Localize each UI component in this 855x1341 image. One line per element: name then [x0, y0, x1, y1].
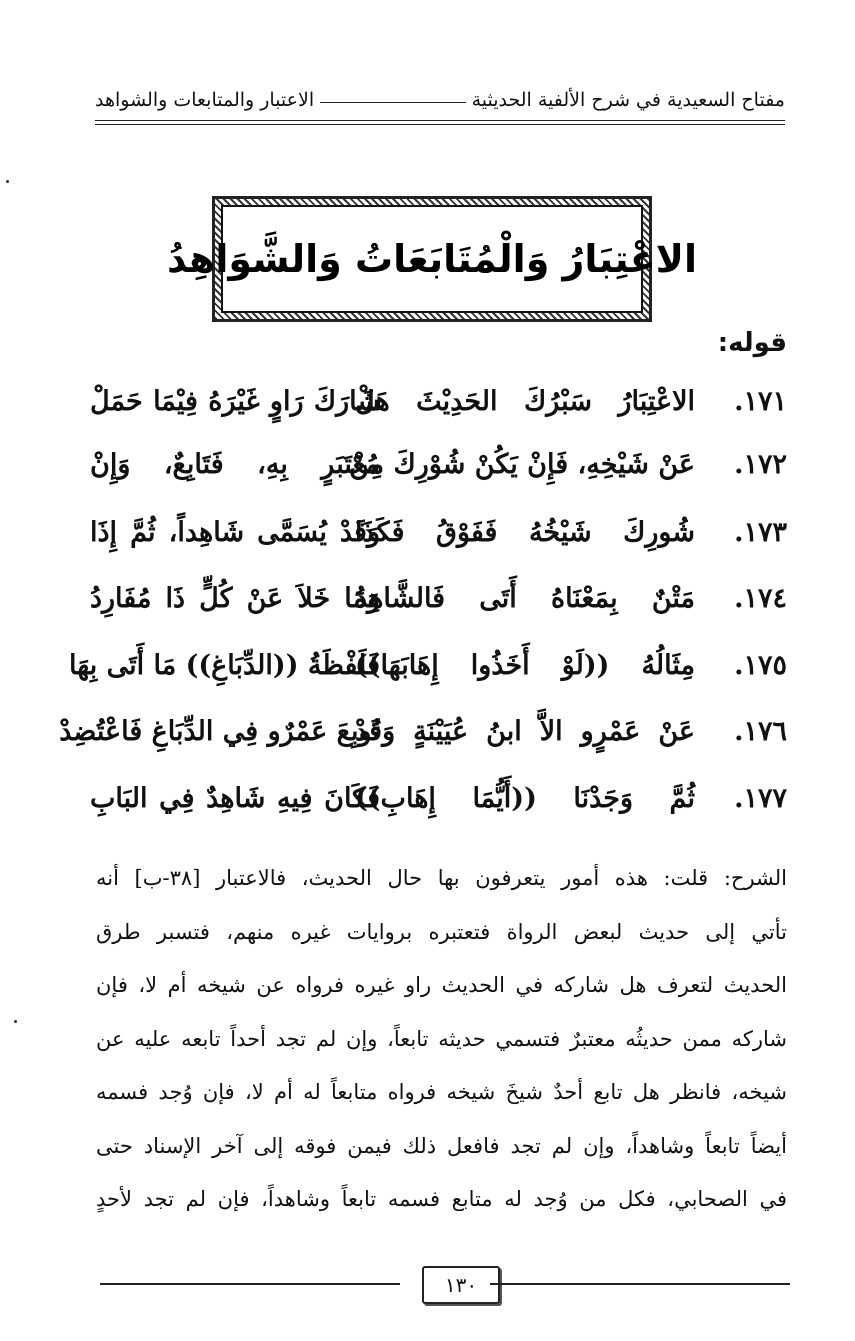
footer-rule-right	[490, 1283, 790, 1285]
page-number: ١٣٠	[422, 1266, 500, 1304]
verse-first-hemistich: عَنْ شَيْخِهِ، فَإِنْ يَكُنْ شُوْرِكَ مِنْ	[349, 449, 695, 480]
commentary-line: شاركه ممن حديثُه معتبرٌ فتسمي حديثه تابعاً، وإن لم تجد أحداً تابعه عليه عن	[96, 1026, 787, 1051]
chapter-title: الاعْتِبَارُ وَالْمُتَابَعَاتُ وَالشَّوَاهِدُ	[167, 237, 697, 281]
verse-second-hemistich: فَلَفْظَةُ ((الدِّبَاغِ)) مَا أَتَى بِهَا	[69, 650, 380, 681]
scan-speck	[6, 180, 9, 183]
chapter-title-frame	[167, 196, 697, 322]
header-chapter-title: الاعتبار والمتابعات والشواهد	[95, 89, 315, 111]
header-rule	[95, 120, 785, 125]
verse-second-hemistich: مُعْتَبَرٍ بِهِ، فَتَابِعٌ، وَإِنْ	[90, 449, 380, 480]
verse-line	[90, 777, 787, 827]
chapter-title-box	[167, 205, 697, 313]
header-divider	[320, 102, 465, 103]
commentary-line: شيخه، فانظر هل تابع أحدٌ شيخَ شيخه فرواه متابعاً له أم لا، فإن وُجد فسمه	[96, 1080, 787, 1104]
intro-label: قوله:	[717, 328, 787, 358]
verse-first-hemistich: ثُمَّ وَجَدْنَا ((أَيُّمَا إِهَابِ))	[355, 783, 695, 814]
verse-line	[69, 644, 787, 694]
verse-line	[90, 577, 787, 627]
verse-line	[59, 710, 787, 760]
verse-number: ١٧٧.	[734, 783, 787, 814]
verse-number: ١٧٣.	[734, 517, 787, 548]
commentary-line: أيضاً تابعاً وشاهداً، وإن لم تجد فافعل ذلك فيمن فوقه إلى آخر الإسناد حتى	[96, 1133, 787, 1158]
verse-number: ١٧٦.	[734, 716, 787, 747]
scan-speck	[14, 1020, 17, 1023]
verse-first-hemistich: عَنْ عَمْرٍو الاَّ ابنُ عُيَيْنَةٍ وَقَدْ	[355, 716, 695, 747]
verse-second-hemistich: وَمَا خَلاَ عَنْ كُلٍّ ذَا مُفَارِدُ	[90, 583, 380, 614]
verse-second-hemistich: شَارَكَ رَاوٍ غَيْرَهُ فِيْمَا حَمَلْ	[90, 386, 380, 417]
verse-number: ١٧٥.	[734, 650, 787, 681]
commentary-line: الشرح: قلت: هذه أمور يتعرفون بها حال الحديث، فالاعتبار [٣٨-ب] أنه	[96, 866, 788, 890]
page-footer	[100, 1262, 790, 1306]
verse-second-hemistich: وَقَدْ يُسَمَّى شَاهِداً، ثُمَّ إِذَا	[90, 517, 380, 548]
running-header	[95, 86, 785, 114]
verse-first-hemistich: مِثَالُهُ ((لَوْ أَخَذُوا إِهَابَهَا))	[355, 650, 695, 681]
verse-line	[90, 443, 787, 493]
commentary-line: الحديث لتعرف هل شاركه في الحديث راو غيره فرواه عن شيخه أم لا، فإن	[96, 973, 787, 997]
commentary-line: تأتي إلى حديث لبعض الرواة فتعتبره بروايات غيره منهم، فتسبر طرق	[96, 919, 787, 944]
verse-first-hemistich: شُورِكَ شَيْخُهُ فَفَوْقُ فَكَذَا	[355, 517, 695, 548]
verse-line	[90, 511, 787, 561]
verse-first-hemistich: الاعْتِبَارُ سَبْرُكَ الحَدِيْثَ هَلْ	[355, 386, 695, 417]
commentary-body	[96, 852, 787, 1227]
header-book-title: مفتاح السعيدية في شرح الألفية الحديثية	[471, 89, 785, 111]
verse-second-hemistich: فَكَانَ فِيهِ شَاهِدٌ فِي البَابِ	[90, 783, 380, 814]
footer-rule-left	[100, 1283, 400, 1285]
commentary-line: في الصحابي، فكل من وُجد له متابع فسمه تابعاً وشاهداً، فإن لم تجد لأحدٍ	[96, 1187, 787, 1211]
verse-first-hemistich: مَتْنٌ بِمَعْنَاهُ أَتَى فَالشَّاهِدُ	[355, 583, 695, 614]
verse-line	[90, 380, 787, 430]
verse-number: ١٧٢.	[734, 449, 787, 480]
verse-number: ١٧١.	[734, 386, 787, 417]
verse-number: ١٧٤.	[734, 583, 787, 614]
verse-second-hemistich: تُوبِعَ عَمْرٌو فِي الدِّبَاغِ فَاعْتُضِدْ	[59, 716, 380, 747]
